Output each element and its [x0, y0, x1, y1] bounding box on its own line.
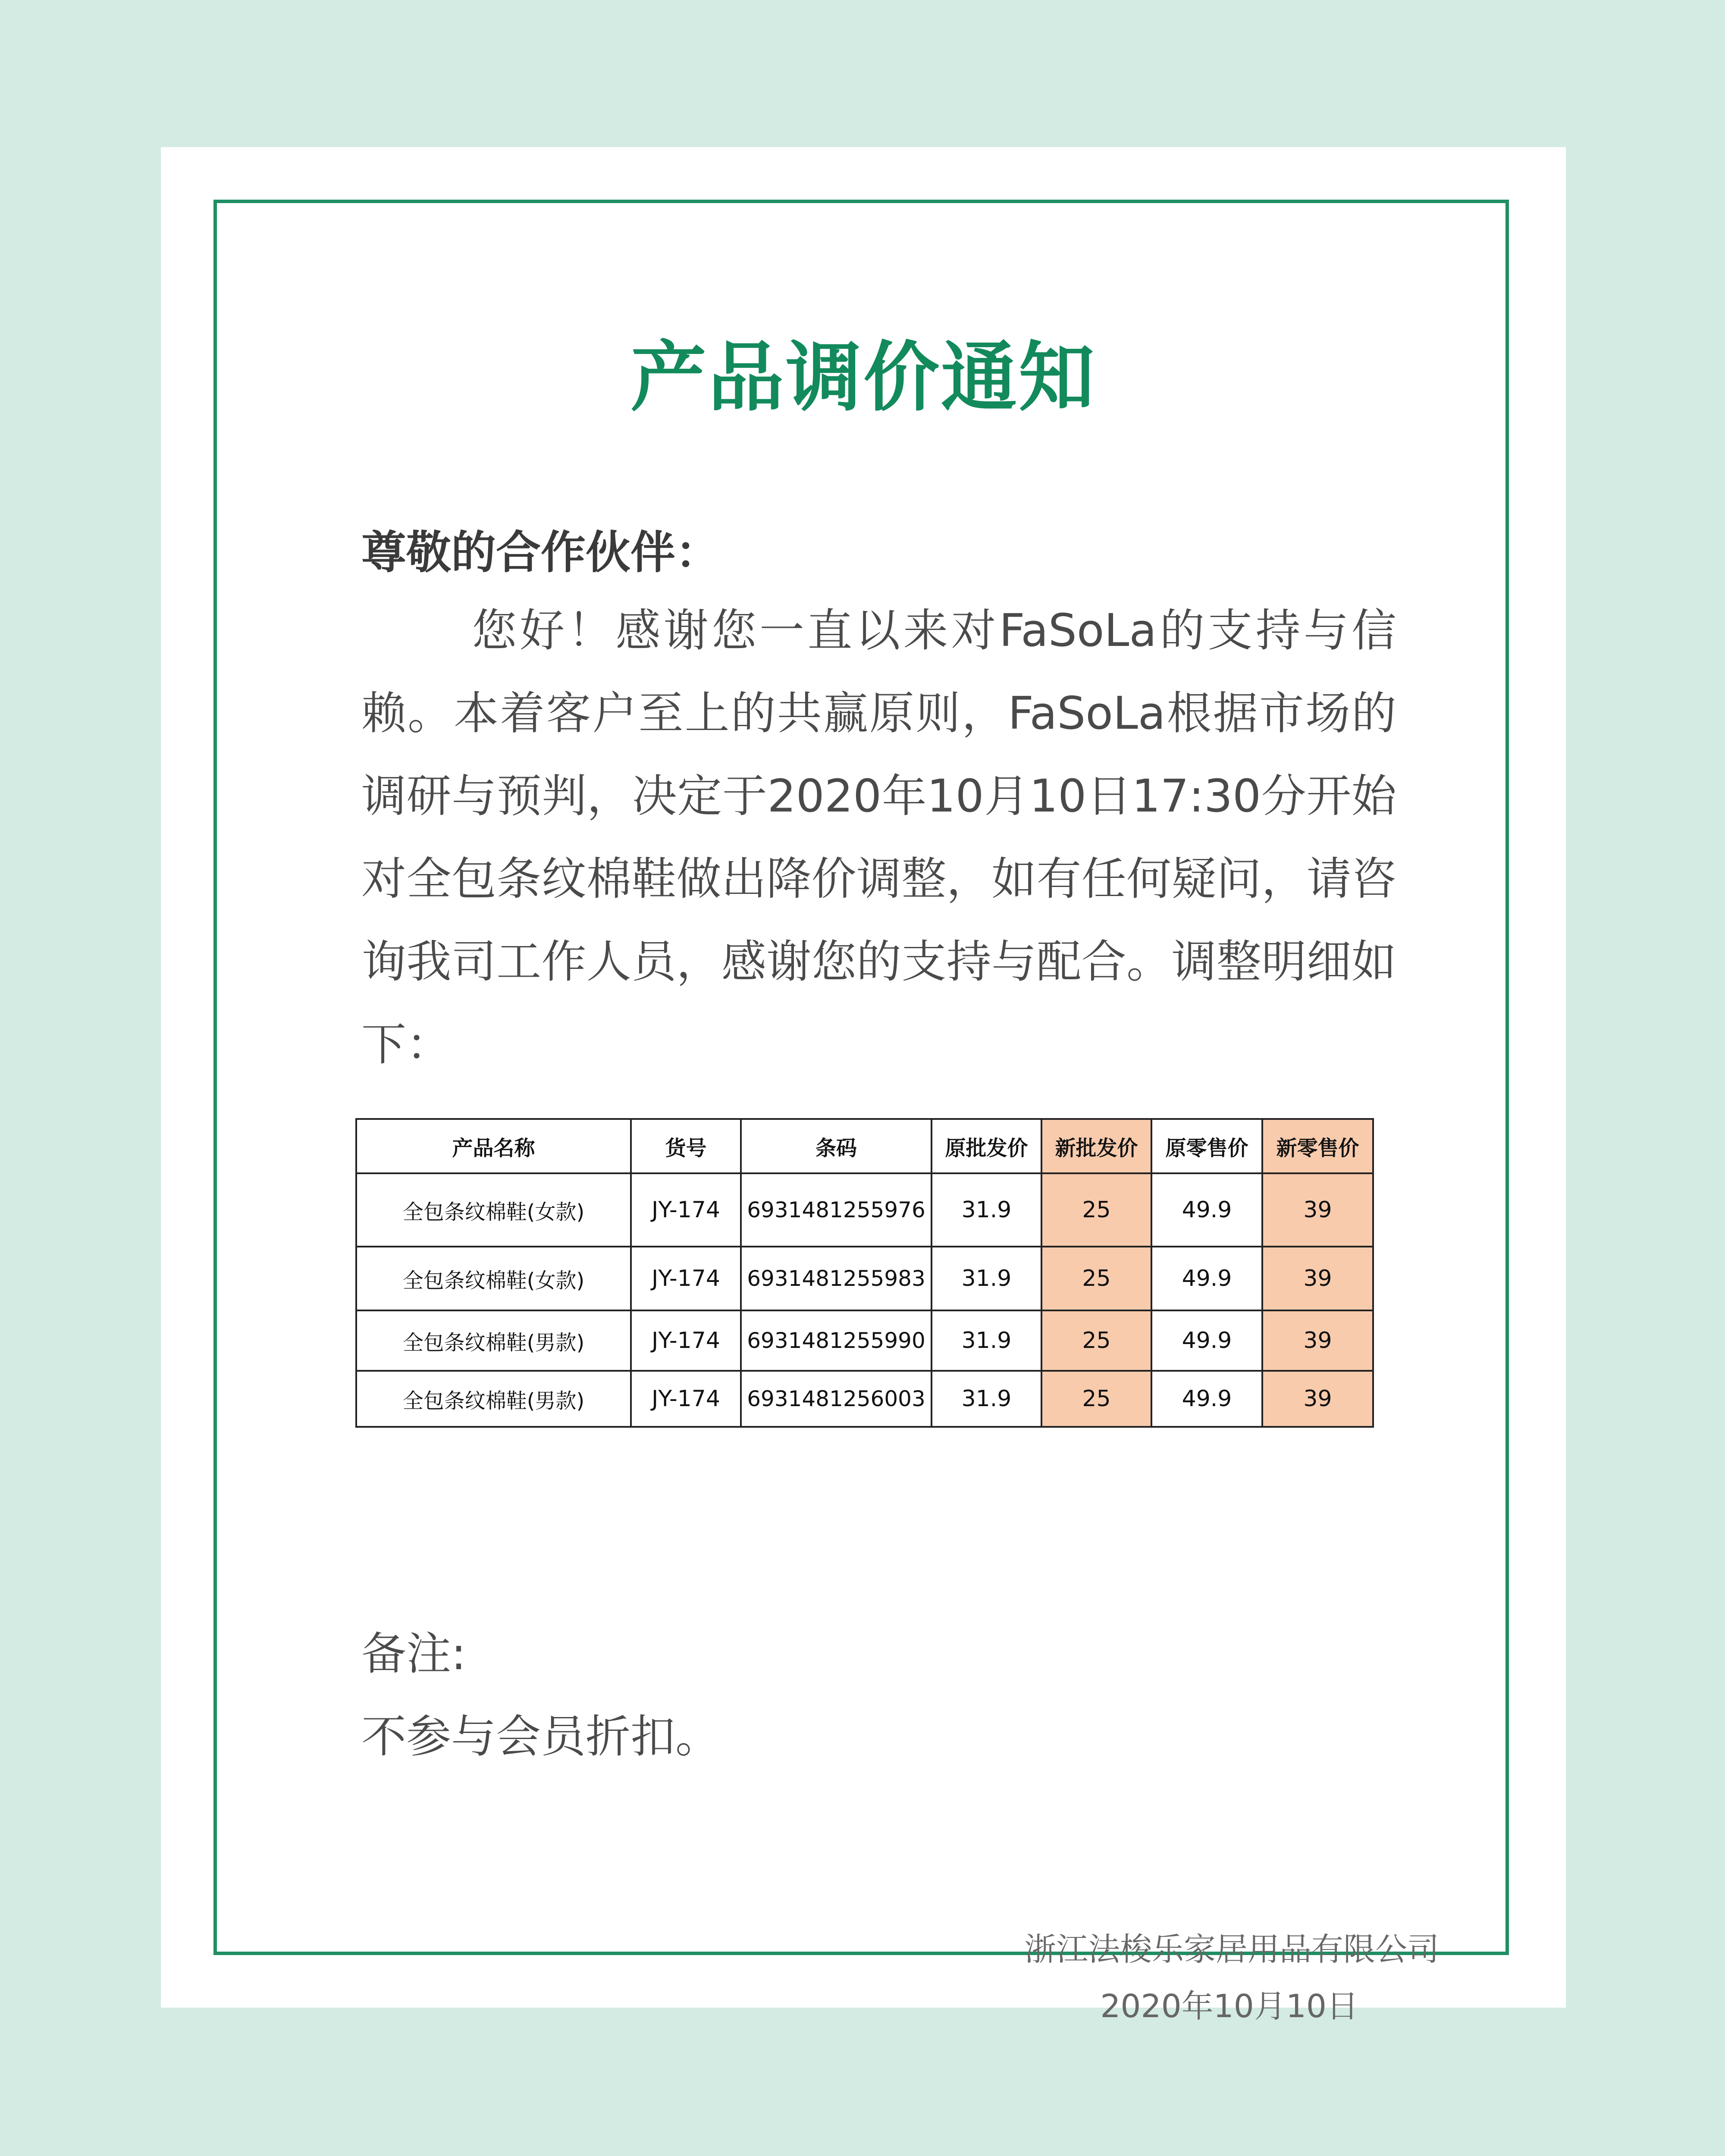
- cell-old-retail: 49.9: [1151, 1371, 1262, 1427]
- table-row: [356, 1310, 1373, 1371]
- header-old-retail: 原零售价: [1151, 1119, 1262, 1173]
- cell-item-number: JY-174: [631, 1173, 741, 1247]
- cell-barcode: 6931481255990: [741, 1310, 932, 1371]
- cell-old-wholesale: 31.9: [932, 1371, 1041, 1427]
- header-new-wholesale: 新批发价: [1041, 1119, 1151, 1173]
- header-new-retail: 新零售价: [1262, 1119, 1373, 1173]
- header-old-wholesale: 原批发价: [932, 1119, 1041, 1173]
- cell-item-number: JY-174: [631, 1310, 741, 1371]
- cell-new-retail: 39: [1262, 1173, 1373, 1247]
- cell-new-retail: 39: [1262, 1310, 1373, 1371]
- cell-product-name: 全包条纹棉鞋(男款): [356, 1310, 631, 1371]
- cell-new-retail: 39: [1262, 1371, 1373, 1427]
- table-row: [356, 1371, 1373, 1427]
- cell-barcode: 6931481256003: [741, 1371, 932, 1427]
- cell-barcode: 6931481255976: [741, 1173, 932, 1247]
- header-product-name: 产品名称: [356, 1119, 631, 1173]
- cell-old-wholesale: 31.9: [932, 1247, 1041, 1310]
- cell-new-wholesale: 25: [1041, 1247, 1151, 1310]
- cell-new-wholesale: 25: [1041, 1371, 1151, 1427]
- header-barcode: 条码: [741, 1119, 932, 1173]
- cell-new-wholesale: 25: [1041, 1310, 1151, 1371]
- cell-old-retail: 49.9: [1151, 1310, 1262, 1371]
- cell-old-retail: 49.9: [1151, 1173, 1262, 1247]
- cell-barcode: 6931481255983: [741, 1247, 932, 1310]
- notice-body: 您好！感谢您一直以来对FaSoLa的支持与信赖。本着客户至上的共赢原则，FaSoLa根据市场的调研与预判，决定于2020年10月10日17:30分开始对全包条纹棉鞋做出降价调整，如有任何疑问，请咨询我司工作人员，感谢您的支持与配合。调整明细如下：: [361, 604, 1396, 1071]
- cell-product-name: 全包条纹棉鞋(女款): [356, 1247, 631, 1310]
- cell-item-number: JY-174: [631, 1247, 741, 1310]
- note-label: 备注:: [361, 1627, 467, 1680]
- cell-item-number: JY-174: [631, 1371, 741, 1427]
- cell-old-retail: 49.9: [1151, 1247, 1262, 1310]
- notice-title: 产品调价通知: [630, 333, 1096, 422]
- company-name: 浙江法梭乐家居用品有限公司: [1024, 1931, 1439, 1968]
- notice-date: 2020年10月10日: [1100, 1988, 1358, 2025]
- price-adjustment-table: [355, 1118, 1374, 1428]
- header-item-number: 货号: [631, 1119, 741, 1173]
- cell-product-name: 全包条纹棉鞋(女款): [356, 1173, 631, 1247]
- cell-old-wholesale: 31.9: [932, 1173, 1041, 1247]
- cell-new-wholesale: 25: [1041, 1173, 1151, 1247]
- cell-new-retail: 39: [1262, 1247, 1373, 1310]
- table-row: [356, 1173, 1373, 1247]
- note-text: 不参与会员折扣。: [361, 1710, 721, 1763]
- table-row: [356, 1247, 1373, 1310]
- notice-sheet: [161, 147, 1566, 2025]
- cell-old-wholesale: 31.9: [932, 1310, 1041, 1371]
- cell-product-name: 全包条纹棉鞋(男款): [356, 1371, 631, 1427]
- table-header-row: [356, 1119, 1373, 1173]
- greeting: 尊敬的合作伙伴：: [361, 526, 721, 579]
